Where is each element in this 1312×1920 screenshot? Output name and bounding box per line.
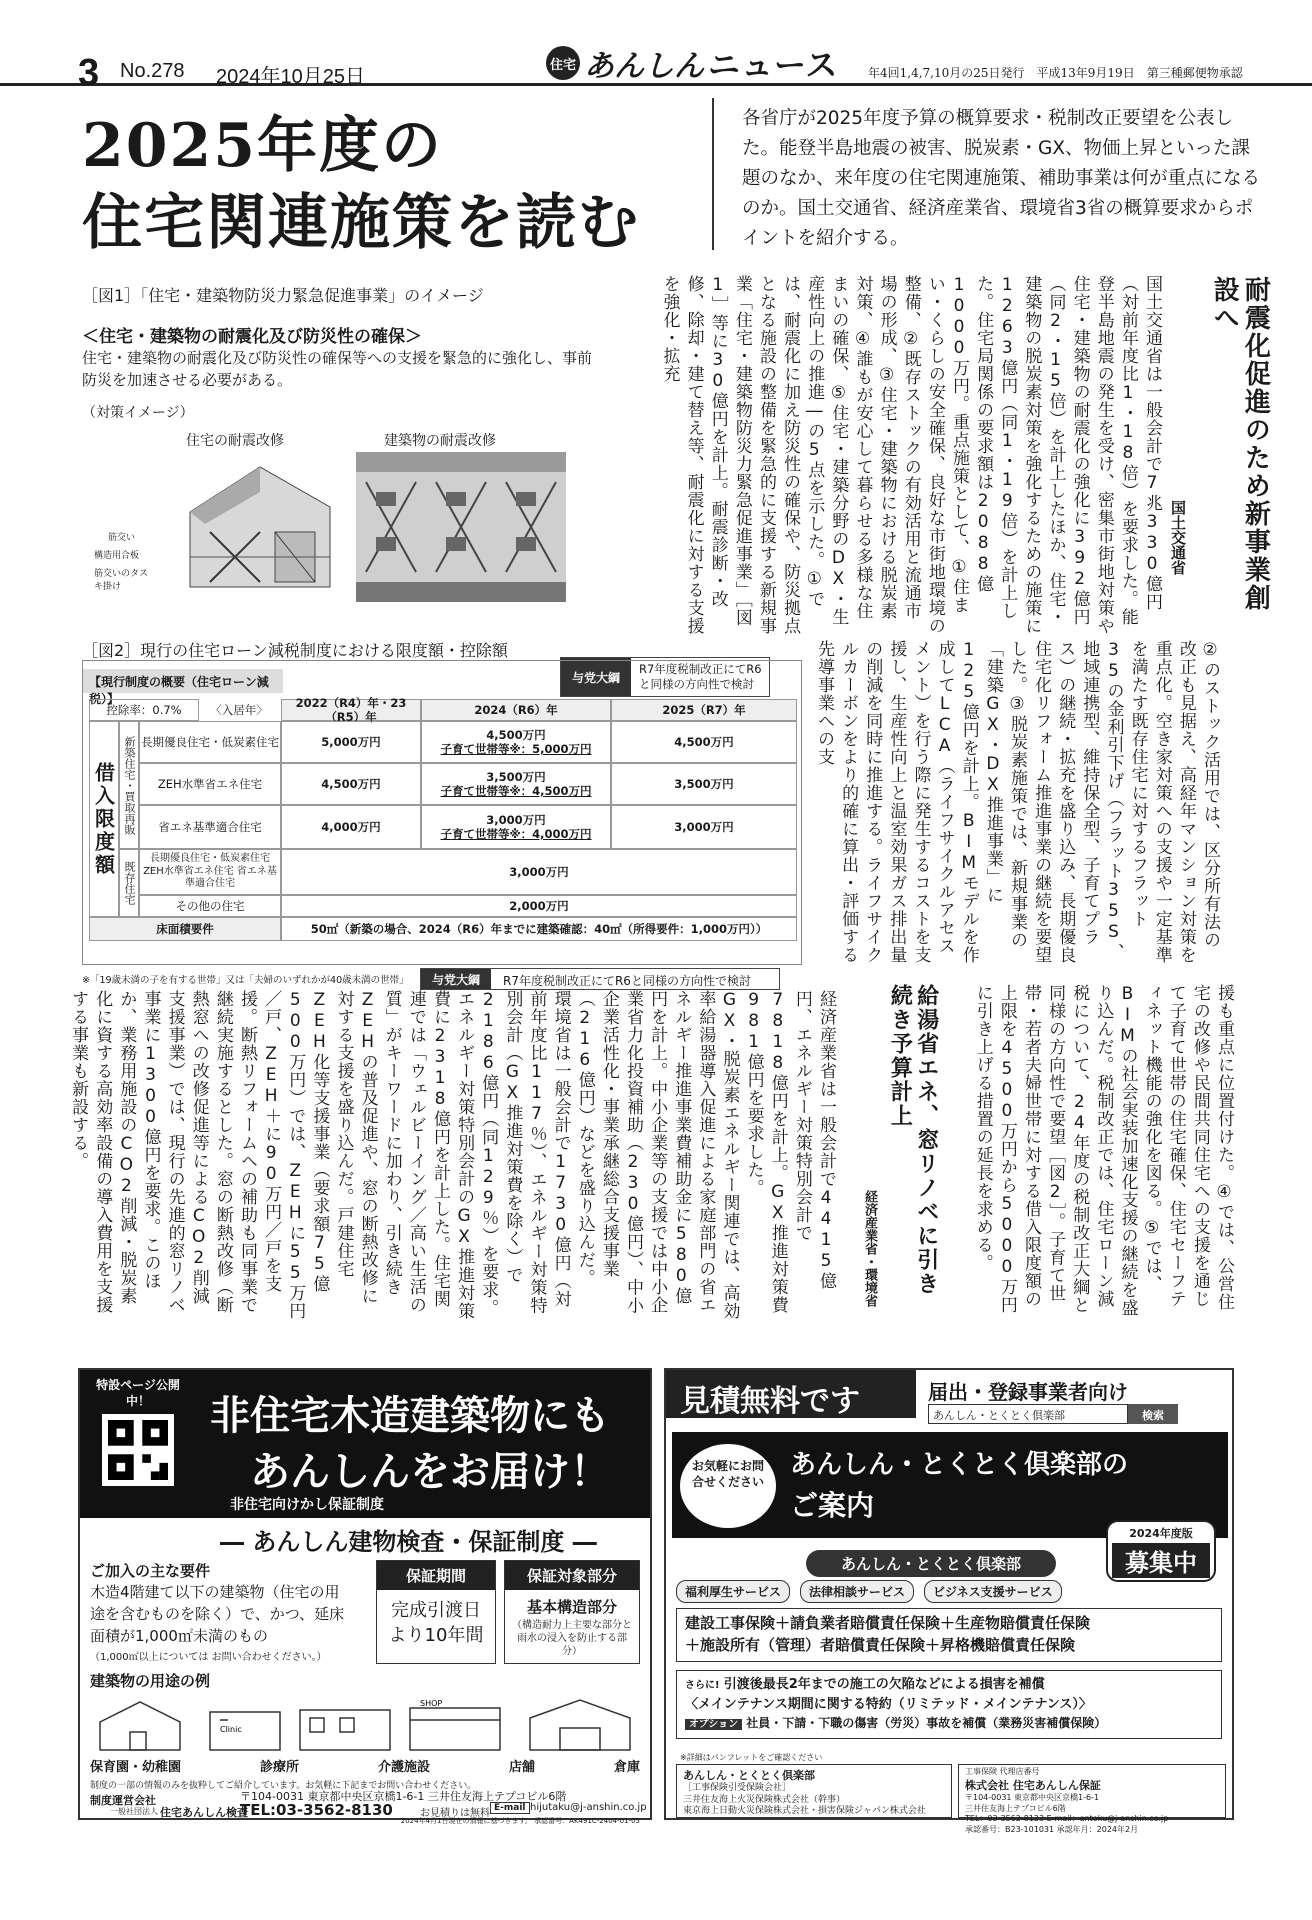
building-uses-illustration bbox=[90, 1692, 640, 1752]
search-button[interactable]: 検索 bbox=[1128, 1404, 1178, 1424]
row1-2025: 4,500万円 bbox=[611, 721, 797, 763]
email-label: E-mail bbox=[490, 1802, 530, 1814]
insurance-box bbox=[676, 1608, 1222, 1662]
logo-text-b: ニュース bbox=[708, 46, 839, 84]
article-2-byline: 経済産業省・環境省 bbox=[862, 1190, 877, 1307]
coverage-heading: 保証対象部分 bbox=[505, 1561, 639, 1590]
use-nursery: 保育園・幼稚園 bbox=[90, 1760, 182, 1775]
year-2025: 2025（R7）年 bbox=[611, 699, 797, 721]
org-address: 〒104-0031 東京都中央区京橋1-6-1 三井住友海上テプコビル6階 bbox=[240, 1790, 567, 1803]
ad1-footnote: 2024年4月1日現在の情報に基づきます。 承認番号：AK491C-2404-01-05 bbox=[400, 1817, 640, 1825]
year-col-label: 〈入居年〉 bbox=[210, 702, 268, 717]
use-care: 介護施設 bbox=[377, 1760, 430, 1775]
yoto-text-bottom: R7年度税制改正にてR6と同様の方向性で検討 bbox=[503, 974, 751, 988]
company-info-box bbox=[958, 1764, 1226, 1834]
ad1-req-note: （1,000㎡以上については お問い合わせください。） bbox=[90, 1652, 327, 1663]
use-shop: 店舗 bbox=[508, 1760, 535, 1775]
service-business: ビジネス支援サービス bbox=[924, 1580, 1062, 1603]
extra-heading: さらに! bbox=[685, 1680, 720, 1691]
qr-code[interactable] bbox=[102, 1414, 174, 1486]
row-label-other: その他の住宅 bbox=[139, 895, 281, 917]
article-2-col-3: 環境省は一般会計で1730億円（対前年度比117％）、エネルギー対策特別会計（GX推進対策費を除く）で2186億円（同129％）を要求。エネルギー対策特別会計のGX推進対策費に2318億円を計上した。住宅関連では「ウェルビーイング／高い生活の質」がキーワードに加わり、引き続きZEHの普及促進や、窓の断熱改修に対する支援を盛り込んだ。戸建住宅ZEH化等支援事業（要求額75億500万円）では、ZEHに55万円／戸、ZEH＋に90万円／戸を支援。断熱リフォームへの補助も同事業で継続実施するとした。窓の断熱改修（断熱窓への改修促進等によるCO2削減支援事業）では、現行の先進的窓リノベ事業に1300億円を要求。このほか、業務用施設のCO2削減・脱炭素化に資する高効率設備の導入費用を支援する事業も新設する。 bbox=[68, 990, 571, 1320]
coverage-value: 基本構造部分 bbox=[526, 1598, 617, 1616]
loan-tax-table bbox=[82, 660, 802, 965]
row1-2024-a: 4,500万円 bbox=[486, 727, 546, 742]
used-house-group: 既存住宅 bbox=[119, 849, 139, 917]
company-approval: 承認番号：B23-101031 承認年月：2024年2月 bbox=[965, 1824, 1139, 1834]
publication-info: 年4回1,4,7,10月の25日発行 平成13年9月19日 第三種郵便物承認 bbox=[868, 66, 1243, 80]
page-headline bbox=[82, 108, 640, 262]
building-retrofit-label: 建築物の耐震改修 bbox=[384, 433, 496, 449]
yoto-text-top: R7年度税制改正にてR6と同様の方向性で検討 bbox=[639, 662, 762, 691]
ad1-title-1: 非住宅木造建築物にも bbox=[210, 1393, 610, 1439]
club-insurer: 三井住友海上火災保険株式会社（幹事） bbox=[683, 1794, 846, 1805]
article-2-body bbox=[68, 990, 838, 1320]
coverage-note: （構造耐力上主要な部分と雨水の浸入を防止する部分） bbox=[512, 1620, 632, 1657]
building-retrofit-photo bbox=[356, 452, 566, 602]
page-number: 3 bbox=[78, 52, 100, 94]
recruit-label: 募集中 bbox=[1112, 1543, 1210, 1578]
figure-1-image-label: （対策イメージ） bbox=[82, 405, 194, 421]
service-tags bbox=[676, 1580, 1062, 1603]
recruit-badge bbox=[1106, 1520, 1216, 1582]
new-house-group: 新築住宅・買取再販 bbox=[119, 721, 139, 849]
service-welfare: 福利厚生サービス bbox=[676, 1580, 790, 1603]
row-label-used: 長期優良住宅・低炭素住宅 ZEH水準省エネ住宅 省エネ基準適合住宅 bbox=[139, 849, 281, 895]
yoto-tag-bottom: 与党大綱 bbox=[421, 969, 491, 989]
ad1-req-heading: ご加入の主な要件 bbox=[90, 1562, 211, 1580]
company-tel[interactable]: TEL：03-3562-8123 E-mail：antoku@j-anshin.co.jp bbox=[965, 1814, 1169, 1824]
house-retrofit-illustration bbox=[94, 452, 350, 602]
pic1-label-brace: 筋交い bbox=[108, 533, 136, 543]
row1-2024 bbox=[421, 721, 611, 763]
ad1-subtitle: 非住宅向けかし保証制度 bbox=[230, 1497, 384, 1513]
row2-2025: 3,500万円 bbox=[611, 763, 797, 805]
article-2-col-1: 経済産業省は一般会計で4415億円、エネルギー対策特別会計で7818億円を計上。GX推進対策費981億円を要求した。 bbox=[743, 990, 836, 1314]
article-2-col-2: GX・脱炭素エネルギー関連では、高効率給湯器導入促進による家庭部門の省エネルギー推進事業費補助金に580億円を計上。中小企業等の支援では中小企業省力化投資補助（230億円）、中小企業活性化・事業承継総合支援事業（216億円）などを盛り込んだ。 bbox=[574, 990, 740, 1320]
org-tel[interactable]: TEL:03-3562-8130 bbox=[240, 1801, 393, 1819]
article-1-col-4: 援も重点に位置付けた。④では、公営住宅の改修や民間共同住宅への支援を通じて子育て世帯の住宅確保、住宅セーフティネット機能の強化を図る。⑤では、BIMの社会実装加速化支援の継続を盛り込んだ。税制改正では、住宅ローン減税について、24年度の税制改正大綱と同様の方向性で要望［図2］。子育て世帯・若者夫婦世帯に対する借入限度額の上限を4500万円から5000万円に引き上げる措置の延長を求める。 bbox=[972, 984, 1234, 1317]
row2-2024-a: 3,500万円 bbox=[486, 769, 546, 784]
ad1-disclaimer: 制度の一部の情報のみを抜粋してご紹介しています。お気軽に下記までお問い合わせください。 bbox=[90, 1781, 477, 1791]
headline-line-1: 2025年度の bbox=[82, 111, 443, 181]
club-org: ［工事保険引受保険会社］ bbox=[683, 1783, 792, 1793]
borrowing-limit-label: 借入限度額 bbox=[89, 721, 119, 917]
row2-2022: 4,500万円 bbox=[281, 763, 421, 805]
figure-1-description: 住宅・建築物の耐震化及び防災性の確保等への支援を緊急的に強化し、事前防災を加速させる必要がある。 bbox=[82, 349, 593, 389]
coverage-box bbox=[504, 1560, 640, 1664]
row2-2024-b: 子育て世帯等※：4,500万円 bbox=[440, 784, 592, 798]
ad-tokutoku-club bbox=[664, 1368, 1234, 1834]
clinic-sign: Clinic bbox=[220, 1725, 242, 1734]
row-label-energy: 省エネ基準適合住宅 bbox=[139, 805, 281, 849]
ad1-product: ― あんしん建物検査・保証制度 ― bbox=[220, 1528, 597, 1556]
insurance-line-1: 建設工事保険＋請負業者賠償責任保険＋生産物賠償責任保険 bbox=[685, 1614, 1091, 1632]
row-label-zeh: ZEH水準省エネ住宅 bbox=[139, 763, 281, 805]
company-name: 株式会社 住宅あんしん保証 bbox=[965, 1779, 1101, 1793]
use-clinic: 診療所 bbox=[259, 1760, 299, 1775]
headline-divider bbox=[712, 98, 714, 250]
service-legal: 法律相談サービス bbox=[800, 1580, 914, 1603]
pic1-label-cross: 筋交いのタスキ掛け bbox=[94, 569, 149, 592]
warranty-period-box bbox=[376, 1560, 496, 1664]
used-value: 3,000万円 bbox=[281, 849, 797, 895]
ad1-title-2: あんしんをお届け！ bbox=[250, 1449, 610, 1495]
ad2-title-2: ご案内 bbox=[790, 1489, 875, 1522]
newspaper-logo bbox=[546, 40, 838, 86]
agent-heading: 工事保険 代理店番号 bbox=[965, 1767, 1040, 1776]
article-1-heading: 耐震化促進のため新事業創設へ bbox=[1209, 276, 1271, 612]
period-value: 完成引渡日より10年間 bbox=[388, 1600, 484, 1647]
club-pill: あんしん・とくとく倶楽部 bbox=[806, 1550, 1056, 1577]
house-retrofit-label: 住宅の耐震改修 bbox=[186, 433, 284, 449]
row3-2024-b: 子育て世帯等※：4,000万円 bbox=[440, 827, 592, 841]
figure-1-subtitle: ＜住宅・建築物の耐震化及び防災性の確保＞ bbox=[82, 327, 422, 347]
ad2-title-1: あんしん・とくとく倶楽部の bbox=[790, 1450, 1129, 1480]
row3-2025: 3,000万円 bbox=[611, 805, 797, 849]
ad2-target: 届出・登録事業者向け bbox=[928, 1380, 1128, 1404]
figure-2-title: ［図2］現行の住宅ローン減税制度における限度額・控除額 bbox=[82, 641, 508, 660]
insurance-line-2: ＋施設所有（管理）者賠償責任保険＋昇格機賠償責任保険 bbox=[685, 1635, 1076, 1654]
other-value: 2,000万円 bbox=[281, 895, 797, 917]
extra-coverage-box bbox=[676, 1670, 1222, 1739]
option-text: 社員・下請・下職の傷害（労災）事故を補償（業務災害補償保険） bbox=[746, 1716, 1107, 1730]
row3-2024 bbox=[421, 805, 611, 849]
figure-1-title: ［図1］「住宅・建築物防災力緊急促進事業」のイメージ bbox=[82, 286, 484, 305]
table-header: 【現行制度の概要（住宅ローン減税）】 bbox=[83, 669, 283, 693]
year-2024: 2024（R6）年 bbox=[421, 699, 611, 721]
extra-text-2: 〈メインテナンス期間に関する特約（リミテッド・メインテナンス）〉 bbox=[685, 1696, 1092, 1712]
row3-2024-a: 3,000万円 bbox=[486, 812, 546, 827]
tel-note: お見積りは無料 bbox=[420, 1808, 490, 1819]
period-heading: 保証期間 bbox=[377, 1561, 495, 1590]
extra-text: 引渡後最長2年までの施工の欠陥などによる損害を補償 bbox=[723, 1677, 1045, 1692]
use-labels bbox=[90, 1756, 640, 1775]
figure-2-footnote: ※「19歳未満の子を有する世帯」又は「夫婦のいずれかが40歳未満の世帯」 bbox=[82, 975, 409, 986]
year-label: 2024年度版 bbox=[1129, 1527, 1193, 1540]
issue-date: 2024年10月25日 bbox=[216, 66, 365, 88]
use-warehouse: 倉庫 bbox=[613, 1760, 640, 1775]
org-small: 一般社団法人 bbox=[110, 1807, 158, 1816]
option-tag: オプション bbox=[685, 1719, 742, 1730]
logo-text-a: あんしん bbox=[584, 49, 704, 84]
row-label-long-life: 長期優良住宅・低炭素住宅 bbox=[139, 721, 281, 763]
logo-badge: 住宅 bbox=[546, 46, 580, 80]
ad-non-residential-warranty bbox=[78, 1368, 652, 1825]
article-2-heading: 給湯省エネ、窓リノベに引き続き予算計上 bbox=[887, 984, 939, 1296]
org-name: 住宅あんしん検査 bbox=[160, 1806, 248, 1819]
article-1-col-3: ②のストック活用では、区分所有法の改正も見据え、高経年マンション対策を重点化。空き家対策への支援や一定基準を満たす既存住宅に対するフラット35の金利引下げ（フラット35S、地域連携型、維持保全型、子育てプラス）の継続・拡充を盛り込み、長期優良住宅化リフォーム推進事業の継続を要望した。③脱炭素施策では、新規事業の「建築GX・DX推進事業」に125億円を計上。BIMモデルを作成してLCA（ライフサイクルアセスメント）を行う際に発生するコストを支援し、生産性向上と温室効果ガス排出量の削減を同時に推進する。ライフサイクルカーボンをより的確に算出・評価する先導事業への支 bbox=[814, 640, 1220, 964]
company-address-2: 三井住友海上テプコビル6階 bbox=[965, 1803, 1066, 1813]
article-1-byline: 国土交通省 bbox=[1169, 500, 1187, 575]
article-1-col-1: 国土交通省は一般会計で7兆330億円（対前年度比1・18倍）を要求した。能登半島地震の発生を受け、密集市街地対策や住宅・建築物の耐震化の強化に392億円（同2・15倍）を計上したほか、住宅・建築物の脱炭素対策を強化するための施策に1263億円（同1・19倍）を計上した。住宅局関係の要求額は2088億1000万円。重点施策として、①住まい・くらしの安全確保、良好な市街地環境の整備、②既存ストックの有効活用と流通市場の形成、③住宅・建築物における脱炭素対策、④誰もが安心して暮らせる多様な住まいの確保、⑤住宅・建築分野のDX・生産性向上の推進―の5点を示した。①では、耐震化に加え防災性の確保や、防災拠点となる施設の整備を緊急的に支援する新規事業「住宅・建築物防災力緊急促進事業」［図1］等に30億円を計上。耐震診断・改修、除却・建て替え等、耐震化に対する支援を強化・拡充 bbox=[659, 275, 1162, 635]
pic1-label-plywood: 構造用合板 bbox=[94, 551, 140, 561]
yoto-tag-top: 与党大綱 bbox=[561, 658, 631, 696]
floor-area-value: 50㎡（新築の場合、2024（R6）年までに建築確認：40㎡（所得要件：1,000万円）） bbox=[281, 917, 797, 941]
ad2-detail-note: ※詳細はパンフレットをご確認ください bbox=[680, 1753, 823, 1762]
shop-sign: SHOP bbox=[420, 1699, 443, 1708]
deduction-rate: 控除率：0.7% bbox=[89, 699, 199, 721]
qr-badge: 特設ページ公開中！ bbox=[96, 1378, 180, 1408]
club-info-box bbox=[676, 1764, 952, 1818]
headline-line-2: 住宅関連施策を読む bbox=[82, 187, 640, 258]
row3-2022: 4,000万円 bbox=[281, 805, 421, 849]
org-email[interactable]: hijutaku@j-anshin.co.jp bbox=[530, 1802, 647, 1813]
free-estimate-banner: 見積無料です bbox=[666, 1370, 916, 1418]
org-heading: 制度運営会社 bbox=[90, 1794, 156, 1807]
contact-bubble: お気軽にお問合せください bbox=[680, 1444, 776, 1528]
ad1-use-heading: 建築物の用途の例 bbox=[90, 1672, 211, 1690]
ad1-requirements: 木造4階建て以下の建築物（住宅の用途を含むものを除く）で、かつ、延床面積が1,000㎡未満のもの bbox=[90, 1583, 345, 1645]
row2-2024 bbox=[421, 763, 611, 805]
issue-number: No.278 bbox=[120, 60, 185, 82]
masthead bbox=[0, 0, 1312, 94]
lead-paragraph: 各省庁が2025年度予算の概算要求・税制改正要望を公表した。能登半島地震の被害、脱炭素・GX、物価上昇といった課題のなか、来年度の住宅関連施策、補助事業は何が重点になるのか。国土交通省、経済産業省、環境省3省の概算要求からポイントを紹介する。 bbox=[742, 108, 1261, 249]
yoto-outline-box-bottom bbox=[420, 968, 780, 990]
club-search-box[interactable]: あんしん・とくとく倶楽部 bbox=[928, 1404, 1128, 1424]
row1-2024-b: 子育て世帯等※：5,000万円 bbox=[440, 742, 592, 756]
year-2022-23: 2022（R4）年・23（R5）年 bbox=[281, 699, 421, 721]
club-insurer-2: 東京海上日動火災保険株式会社・損害保険ジャパン株式会社 bbox=[683, 1806, 926, 1817]
floor-area-label: 床面積要件 bbox=[89, 917, 281, 941]
club-name: あんしん・とくとく倶楽部 bbox=[683, 1769, 815, 1782]
company-address: 〒104-0031 東京都中央区京橋1-6-1 bbox=[965, 1793, 1100, 1803]
row1-2022: 5,000万円 bbox=[281, 721, 421, 763]
